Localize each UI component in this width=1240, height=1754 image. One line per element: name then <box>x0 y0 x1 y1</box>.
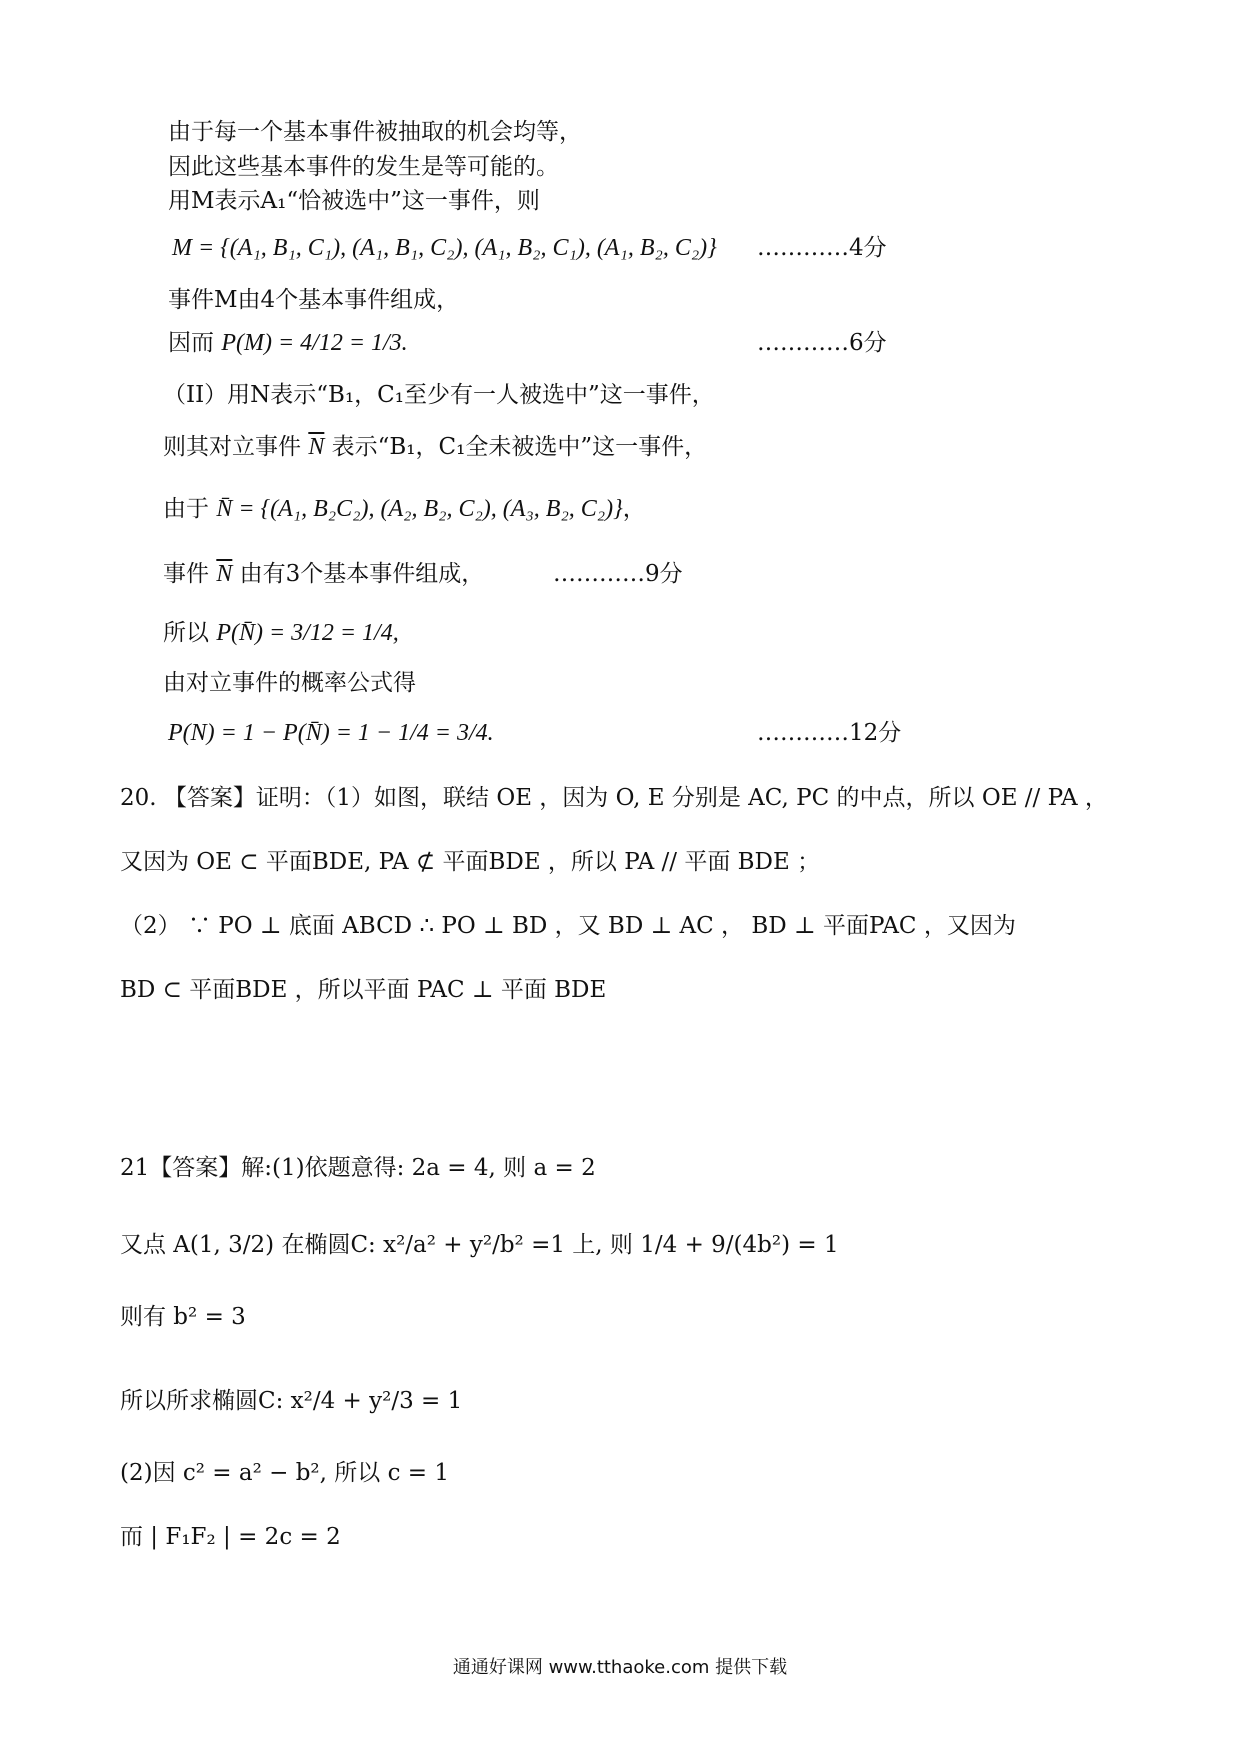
q19-line-11 <box>163 618 399 648</box>
q19-line-10-b: 由有3个基本事件组成， <box>239 561 485 587</box>
q19-line-9 <box>163 494 646 524</box>
q19-line-12: 由对立事件的概率公式得 <box>163 670 416 696</box>
q19-line-8-b: 表示“B₁，C₁全未被选中”这一事件， <box>331 434 708 460</box>
q21-line-3: 则有 b² = 3 <box>120 1304 246 1330</box>
page-footer: 通通好课网 www.tthaoke.com 提供下载 <box>452 1657 788 1678</box>
q20-line-4: BD ⊂ 平面BDE ，所以平面 PAC ⊥ 平面 BDE <box>120 977 607 1003</box>
q19-nbar-symbol: $\overline{N}$ <box>308 434 325 460</box>
q19-line-11-a: 所以 <box>163 620 209 646</box>
q21-line-1: 21【答案】解:(1)依题意得: 2a = 4, 则 a = 2 <box>120 1155 596 1181</box>
q19-pm-formula: P(M) = 4/12 = 1/3. <box>221 330 408 356</box>
q19-line-1: 由于每一个基本事件被抽取的机会均等， <box>168 119 582 145</box>
q19-line-9-a: 由于 <box>163 496 209 522</box>
q21-line-5: (2)因 c² = a² − b², 所以 c = 1 <box>120 1460 449 1486</box>
q19-set-nbar: N̄ = {(A₁, B₂C₂), (A₂, B₂, C₂), (A₃, B₂, C₂)} <box>216 496 623 522</box>
q21-line-6: 而 | F₁F₂ | = 2c = 2 <box>120 1524 341 1550</box>
q19-pm-line <box>168 328 408 358</box>
q19-line-2: 因此这些基本事件的发生是等可能的。 <box>168 154 559 180</box>
q19-line-7: （II）用N表示“B₁，C₁至少有一人被选中”这一事件， <box>163 382 715 408</box>
q19-line-10-a: 事件 <box>163 561 209 587</box>
q19-pn-formula: P(N) = 1 − P(N̄) = 1 − 1/4 = 3/4. <box>168 720 494 746</box>
q19-pnbar-formula: P(N̄) = 3/12 = 1/4, <box>216 620 399 646</box>
q19-score-12: …………12分 <box>757 720 902 746</box>
q19-set-m: M = {(A₁, B₁, C₁), (A₁, B₁, C₂), (A₁, B₂, C₁), (A₁, B₂, C₂)} <box>172 235 717 261</box>
q21-line-2: 又点 A(1, 3/2) 在椭圆C: x²/a² + y²/b² =1 上, 则 1/4 + 9/(4b²) = 1 <box>120 1232 839 1258</box>
q21-line-4: 所以所求椭圆C: x²/4 + y²/3 = 1 <box>120 1388 463 1414</box>
q19-line-9-comma: ， <box>622 496 646 522</box>
q19-line-8-a: 则其对立事件 <box>163 434 301 460</box>
q20-line-1: 20. 【答案】证明：（1）如图，联结 OE ，因为 O, E 分别是 AC, PC 的中点，所以 OE // PA ， <box>120 785 1108 811</box>
q19-nbar-symbol-2: $\overline{N}$ <box>216 561 233 587</box>
q19-pm-prefix: 因而 <box>168 330 214 356</box>
q19-score-6: …………6分 <box>757 330 887 356</box>
q20-line-2: 又因为 OE ⊂ 平面BDE, PA ⊄ 平面BDE ，所以 PA // 平面 BDE ； <box>120 849 821 875</box>
q19-line-8 <box>163 432 707 462</box>
q19-score-9: …………9分 <box>553 561 683 587</box>
q19-line-3: 用M表示A₁“恰被选中”这一事件，则 <box>168 188 540 214</box>
q20-line-3: （2） ∵ PO ⊥ 底面 ABCD ∴ PO ⊥ BD ，又 BD ⊥ AC ， BD ⊥ 平面PAC ，又因为 <box>120 913 1016 939</box>
q19-line-10 <box>163 559 484 589</box>
q19-score-4: …………4分 <box>757 235 887 261</box>
q19-line-5: 事件M由4个基本事件组成， <box>168 287 460 313</box>
